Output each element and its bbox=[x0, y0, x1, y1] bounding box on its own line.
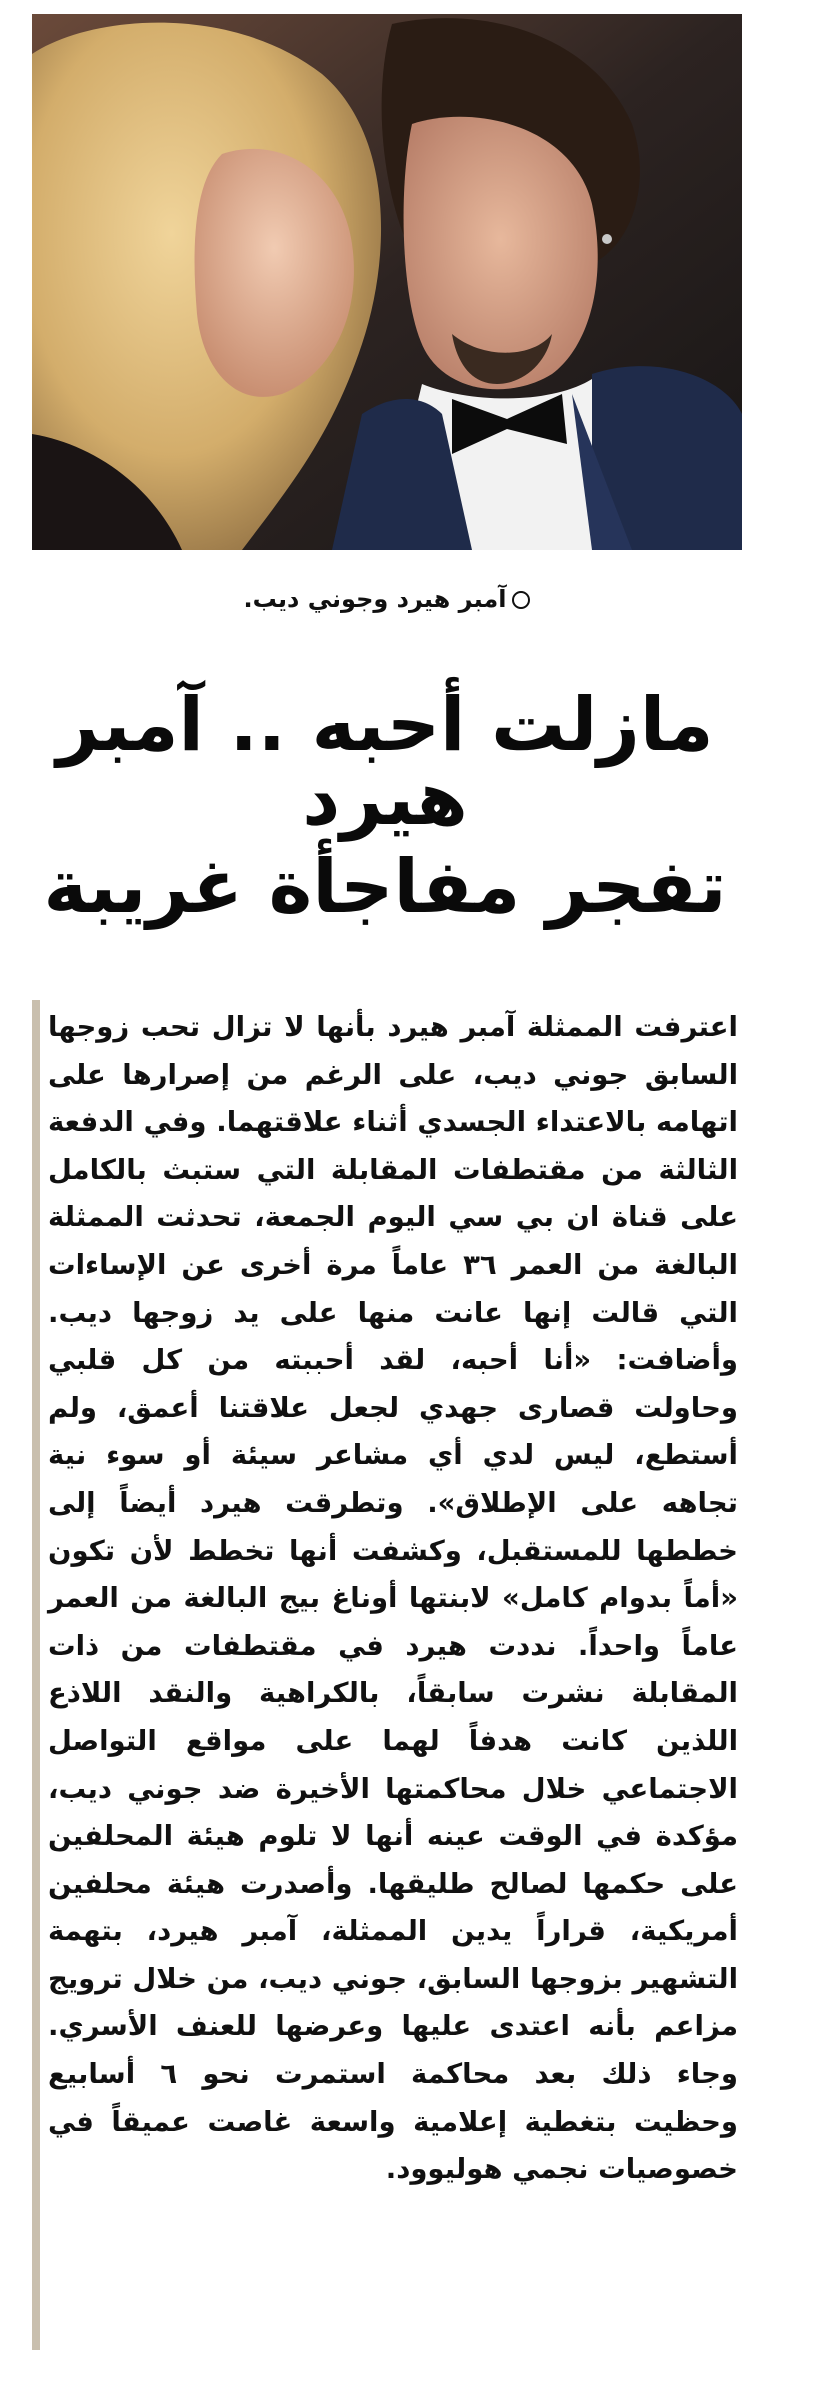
article-paragraph: اعترفت الممثلة آمبر هيرد بأنها لا تزال تحب زوجها السابق جوني ديب، على الرغم من إصرارها على اتهامه بالاعتداء الجسدي أثناء علاقتهما. وفي الدفعة الثالثة من مقتطفات المقابلة التي ستبث بالكامل على قناة ان بي سي اليوم الجمعة، تحدثت الممثلة البالغة من العمر ٣٦ عاماً مرة أخرى عن الإساءات التي قالت إنها عانت منها على يد زوجها ديب. وأضافت: «أنا أحبه، لقد أحببته من كل قلبي وحاولت قصارى جهدي لجعل علاقتنا أعمق، ولم أستطع، ليس لدي أي مشاعر سيئة أو سوء نية تجاهه على الإطلاق». وتطرقت هيرد أيضاً إلى خططها للمستقبل، وكشفت أنها تخطط لأن تكون «أماً بدوام كامل» لابنتها أوناغ بيج البالغة من العمر عاماً واحداً. نددت هيرد في مقتطفات من ذات المقابلة نشرت سابقاً، بالكراهية والنقد اللاذع اللذين كانت هدفاً لهما على مواقع التواصل الاجتماعي خلال محاكمتها الأخيرة ضد جوني ديب، مؤكدة في الوقت عينه أنها لا تلوم هيئة المحلفين على حكمها لصالح طليقها. وأصدرت هيئة محلفين أمريكية، قراراً يدين الممثلة، آمبر هيرد، بتهمة التشهير بزوجها السابق، جوني ديب، من خلال ترويج مزاعم بأنه اعتدى عليها وعرضها للعنف الأسري. وجاء ذلك بعد محاكمة استمرت نحو ٦ أسابيع وحظيت بتغطية إعلامية واسعة غاصت عميقاً في خصوصيات نجمي هوليوود. bbox=[48, 1011, 738, 2186]
headline-line-1: مازلت أحبه .. آمبر هيرد bbox=[56, 682, 714, 842]
couple-photo-illustration bbox=[32, 14, 742, 550]
photo-caption bbox=[32, 585, 742, 613]
caption-text: آمبر هيرد وجوني ديب. bbox=[243, 585, 507, 613]
article-body bbox=[48, 1004, 738, 2194]
article-photo bbox=[32, 14, 742, 550]
column-rule bbox=[32, 1000, 40, 2350]
headline-line-2: تفجر مفاجأة غريبة bbox=[43, 844, 727, 930]
caption-bullet-icon bbox=[512, 591, 530, 609]
